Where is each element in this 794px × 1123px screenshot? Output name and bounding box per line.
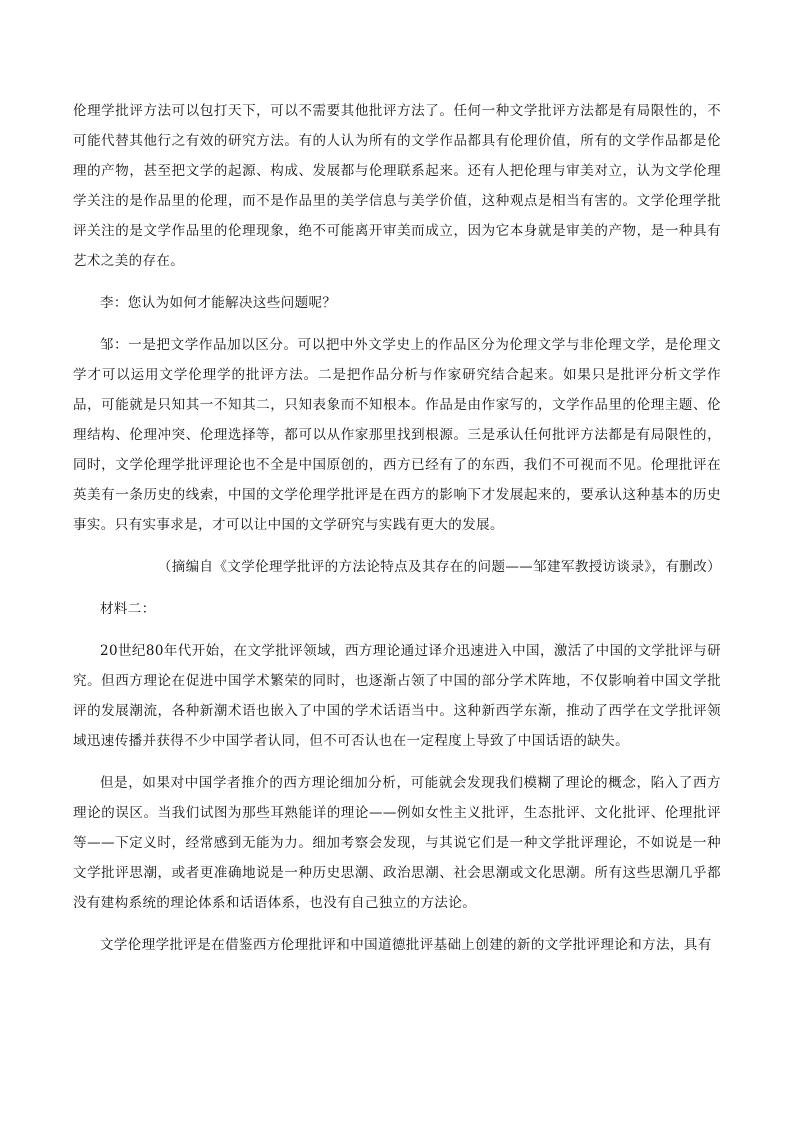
paragraph-ethics-method: 伦理学批评方法可以包打天下，可以不需要其他批评方法了。任何一种文学批评方法都是有局限性的，不可能代替其他行之有效的研究方法。有的人认为所有的文学作品都具有伦理价值，所有的文学作品都是伦理的产物，甚至把文学的起源、构成、发展都与伦理联系起来。还有人把伦理与审美对立，认为文学伦理学关注的是作品里的伦理，而不是作品里的美学信息与美学价值，这种观点是相当有害的。文学伦理学批评关注的是文学作品里的伦理现象，绝不可能离开审美而成立，因为它本身就是审美的产物，是一种具有艺术之美的存在。 [73,103,721,269]
paragraph-theory-misconception: 但是，如果对中国学者推介的西方理论细加分析，可能就会发现我们模糊了理论的概念，陷入了西方理论的误区。当我们试图为那些耳熟能详的理论——例如女性主义批评，生态批评、文化批评、伦理批评等——下定义时，经常感到无能为力。细加考察会发现，与其说它们是一种文学批评理论，不如说是一种文学批评思潮，或者更准确地说是一种历史思潮、政治思潮、社会思潮或文化思潮。所有这些思潮几乎都没有建构系统的理论体系和话语体系，也没有自己独立的方法论。 [73,775,721,911]
paragraph-answer-zou: 邹：一是把文学作品加以区分。可以把中外文学史上的作品区分为伦理文学与非伦理文学，是伦理文学才可以运用文学伦理学的批评方法。二是把作品分析与作家研究结合起来。如果只是批评分析文学作品，可能就是只知其一不知其二，只知表象而不知根本。作品是由作家写的，文学作品里的伦理主题、伦理结构、伦理冲突、伦理选择等，都可以从作家那里找到根源。三是承认任何批评方法都是有局限性的，同时，文学伦理学批评理论也不全是中国原创的，西方已经有了的东西，我们不可视而不见。伦理批评在英美有一条历史的线索，中国的文学伦理学批评是在西方的影响下才发展起来的，要承认这种基本的历史事实。只有实事求是，才可以让中国的文学研究与实践有更大的发展。 [73,337,721,533]
source-citation: （摘编自《文学伦理学批评的方法论特点及其存在的问题——邹建军教授访谈录》，有删改） [157,559,721,575]
paragraph-western-theory: 20世纪80年代开始，在文学批评领域，西方理论通过译介迅速进入中国，激活了中国的文学批评与研究。但西方理论在促进中国学术繁荣的同时，也逐渐占领了中国的部分学术阵地，不仅影响着中国文学批评的发展潮流，各种新潮术语也嵌入了中国的学术话语当中。这种新西学东渐，推动了西学在文学批评领域迅速传播并获得不少中国学者认同，但不可否认也在一定程度上导致了中国话语的缺失。 [73,643,721,749]
material-two-heading: 材料二： [100,601,156,617]
paragraph-ethical-criticism: 文学伦理学批评是在借鉴西方伦理批评和中国道德批评基础上创建的新的文学批评理论和方法，具有 [100,937,712,953]
paragraph-question-li: 李：您认为如何才能解决这些问题呢？ [100,295,337,311]
document-page [73,96,721,972]
